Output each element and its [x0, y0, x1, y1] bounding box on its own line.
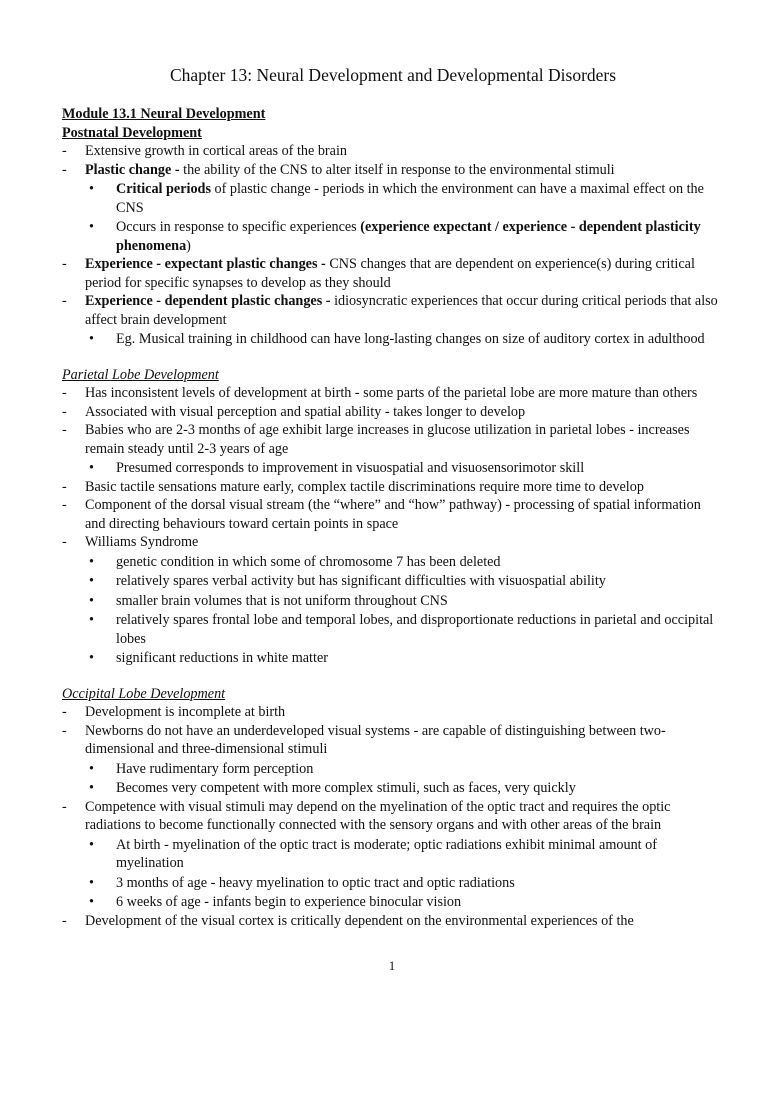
bullet-marker: • — [89, 780, 94, 796]
bullet-marker: • — [89, 573, 94, 589]
list-item: - Plastic change - the ability of the CNS to alter itself in response to the environmental stimuli — [62, 161, 615, 178]
dash-marker: - — [62, 497, 67, 513]
occipital-heading: Occipital Lobe Development — [62, 685, 226, 702]
parietal-heading: Parietal Lobe Development — [62, 366, 219, 383]
list-item: - Extensive growth in cortical areas of the brain — [62, 143, 347, 159]
list-item: - Experience - expectant plastic changes - CNS changes that are dependent on experience(s) during critical period for specific synapses to develop as they should — [62, 256, 695, 291]
module-heading: Module 13.1 Neural Development — [62, 106, 266, 122]
list-item: - Associated with visual perception and spatial ability - takes longer to develop — [62, 403, 526, 420]
bullet-marker: • — [89, 460, 94, 476]
list-item: - Williams Syndrome — [62, 534, 199, 550]
chapter-title: Chapter 13: Neural Development and Developmental Disorders — [169, 65, 617, 85]
term: (experience expectant / experience - dependent plasticity phenomena — [116, 219, 701, 254]
bullet-item: • genetic condition in which some of chromosome 7 has been deleted — [89, 553, 501, 570]
dash-marker: - — [62, 478, 67, 495]
bullet-item: • Have rudimentary form perception — [89, 760, 314, 777]
dash-marker: - — [62, 385, 67, 401]
dash-marker: - — [62, 534, 67, 550]
list-item: - Newborns do not have an underdeveloped visual systems - are capable of distinguishing between two-dimensional and three-dimensional stimuli — [62, 722, 666, 757]
bullet-marker: • — [89, 331, 94, 347]
bullet-item: • Eg. Musical training in childhood can have long-lasting changes on size of auditory cortex in adulthood — [89, 331, 705, 347]
dash-marker: - — [62, 161, 67, 178]
term: Plastic change - — [85, 161, 180, 178]
bullet-marker: • — [89, 760, 94, 777]
bullet-marker: • — [89, 836, 94, 853]
dash-marker: - — [62, 256, 67, 272]
bullet-marker: • — [89, 650, 94, 666]
occipital-section — [62, 685, 722, 931]
bullet-marker: • — [89, 874, 94, 891]
bullet-item: • 6 weeks of age - infants begin to experience binocular vision — [89, 894, 462, 910]
bullet-item: • smaller brain volumes that is not uniform throughout CNS — [89, 592, 448, 609]
bullet-item: • significant reductions in white matter — [89, 650, 328, 666]
list-item: - Component of the dorsal visual stream (the “where” and “how” pathway) - processing of spatial information and directing behaviours toward certain points in space — [62, 497, 701, 532]
page-number: 1 — [388, 958, 396, 973]
bullet-item: • Occurs in response to specific experiences (experience expectant / experience - dependent plasticity phenomena) — [89, 219, 701, 254]
bullet-item: • At birth - myelination of the optic tract is moderate; optic radiations exhibit minimal amount of myelination — [89, 836, 657, 871]
postnatal-heading: Postnatal Development — [62, 124, 202, 141]
dash-marker: - — [62, 722, 67, 739]
term: Experience - expectant plastic changes - — [85, 256, 326, 272]
list-item: - Competence with visual stimuli may depend on the myelination of the optic tract and requires the optic radiations to become functionally connected with the sensory organs and with other areas of the brain — [62, 798, 671, 833]
bullet-item: • Presumed corresponds to improvement in visuospatial and visuosensorimotor skill — [89, 460, 585, 476]
list-item: - Development of the visual cortex is critically dependent on the environmental experiences of the — [62, 912, 634, 929]
list-item: - Experience - dependent plastic changes - idiosyncratic experiences that occur during critical periods that also affect brain development — [62, 293, 718, 328]
term: Critical periods — [116, 181, 211, 197]
list-item: - Babies who are 2-3 months of age exhibit large increases in glucose utilization in parietal lobes - increases remain steady until 2-3 years of age — [62, 422, 690, 457]
bullet-marker: • — [89, 181, 94, 197]
dash-marker: - — [62, 704, 67, 720]
bullet-item: • relatively spares verbal activity but has significant difficulties with visuospatial ability — [89, 573, 606, 589]
dash-marker: - — [62, 422, 67, 438]
dash-marker: - — [62, 143, 67, 159]
list-item: - Development is incomplete at birth — [62, 704, 286, 720]
dash-marker: - — [62, 798, 67, 815]
bullet-item: • relatively spares frontal lobe and temporal lobes, and disproportionate reductions in parietal and occipital lobes — [89, 612, 714, 647]
list-item: - Basic tactile sensations mature early, complex tactile discriminations require more time to develop — [62, 478, 644, 495]
bullet-marker: • — [89, 894, 94, 910]
bullet-marker: • — [89, 553, 94, 570]
list-item: - Has inconsistent levels of development at birth - some parts of the parietal lobe are more mature than others — [62, 385, 698, 401]
bullet-item: • Critical periods of plastic change - periods in which the environment can have a maximal effect on the CNS — [89, 181, 704, 216]
bullet-item: • 3 months of age - heavy myelination to optic tract and optic radiations — [89, 874, 515, 891]
dash-marker: - — [62, 912, 67, 929]
bullet-marker: • — [89, 592, 94, 609]
term: Experience - dependent plastic changes - — [85, 293, 331, 309]
dash-marker: - — [62, 293, 67, 309]
bullet-marker: • — [89, 612, 94, 628]
bullet-marker: • — [89, 219, 94, 235]
document-page — [62, 64, 722, 930]
bullet-item: • Becomes very competent with more complex stimuli, such as faces, very quickly — [89, 780, 576, 796]
dash-marker: - — [62, 403, 67, 420]
parietal-section — [62, 366, 722, 668]
